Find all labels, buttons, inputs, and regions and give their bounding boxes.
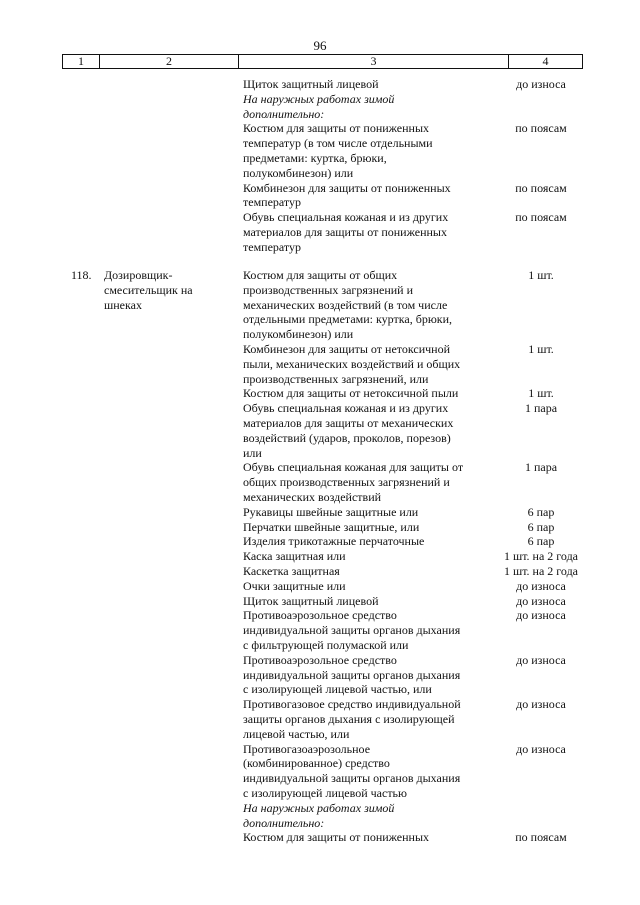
row-118-item-norm: 1 шт. на 2 года (503, 549, 579, 564)
row-118-item-text: механических воздействий (243, 490, 382, 504)
column-header-table (62, 54, 583, 69)
continued-item-norm: до износа (516, 77, 566, 91)
row-118-item-norm: 6 пар (527, 504, 555, 519)
row-118-item-text: производственных загрязнений и (243, 282, 414, 297)
row-118-item-text: Обувь специальная кожаная для защиты от (243, 460, 464, 475)
row-118-item-norm: 6 пар (527, 519, 555, 534)
row-118-item-norm: 1 шт. (528, 268, 554, 282)
row-118-item-norm: до износа (516, 652, 566, 667)
row-118-item-text: материалов для защиты от механических (243, 416, 454, 430)
row-118-item-norm: 6 пар (527, 534, 555, 549)
row-118-item-norm: до износа (516, 578, 566, 593)
row-118-item-text: с изолирующей лицевой частью (243, 786, 407, 800)
row-118-item-norm: до износа (516, 741, 566, 756)
continued-item-text: На наружных работах зимой (243, 91, 395, 106)
continued-item-text: температур (в том числе отдельными (243, 136, 433, 151)
row-118-item-text: Противоаэрозольное средство (243, 652, 397, 667)
column-header-4: 4 (509, 55, 583, 69)
continued-item-text: дополнительно: (243, 106, 325, 121)
row-118-item-text: Каска защитная или (243, 549, 346, 564)
column-header-2: 2 (100, 55, 239, 69)
row-118-item-text: Противоаэрозольное средство (243, 608, 397, 623)
row-118-item-norm: 1 шт. (528, 342, 554, 356)
continued-item-text: Обувь специальная кожаная и из других (243, 210, 449, 225)
page-number: 96 (313, 38, 327, 53)
row-118-item-norm: по поясам (515, 830, 567, 845)
row-118-item-text: Костюм для защиты от пониженных (243, 830, 430, 845)
continued-item-text: предметами: куртка, брюки, (243, 151, 387, 165)
row-118-item-text: Костюм для защиты от нетоксичной пыли (243, 386, 459, 401)
row-118-item-text: с изолирующей лицевой частью, или (243, 682, 432, 697)
row-118-item-text: Перчатки швейные защитные, или (243, 519, 420, 534)
row-118-item-norm: 1 шт. на 2 года (503, 564, 579, 578)
row-118-item-text: защиты органов дыхания с изолирующей (243, 712, 455, 726)
row-number: 118. (71, 268, 92, 282)
row-118-item-text: полукомбинезон) или (243, 327, 354, 342)
row-118-item-text: Щиток защитный лицевой (243, 593, 379, 608)
row-118-item-norm: до износа (516, 697, 566, 712)
row-118-item-text: механических воздействий (в том числе (243, 297, 448, 312)
continued-item-text: полукомбинезон) или (243, 165, 354, 180)
row-118-item-norm: 1 пара (524, 460, 558, 475)
row-118-item-text: Противогазовое средство индивидуальной (243, 697, 461, 712)
row-118-item-norm: до износа (516, 608, 566, 623)
row-118-item-norm: до износа (516, 593, 566, 608)
column-header-1: 1 (63, 55, 100, 69)
continued-item-text: Комбинезон для защиты от пониженных (243, 180, 451, 195)
row-118-item-text: На наружных работах зимой (243, 800, 395, 815)
row-118-item-norm: 1 пара (524, 401, 558, 416)
profession-name: Дозировщик- (104, 268, 173, 282)
row-118-item-text: Рукавицы швейные защитные или (243, 504, 419, 519)
row-118-item-text: пыли, механических воздействий и общих (243, 356, 461, 371)
row-118-item-text: отдельными предметами: куртка, брюки, (243, 312, 453, 327)
continued-item-norm: по поясам (515, 180, 567, 195)
continued-item-text: Костюм для защиты от пониженных (243, 121, 430, 136)
profession-name: шнеках (104, 297, 142, 312)
profession-name: смесительщик на (104, 282, 193, 297)
row-118-item-text: Очки защитные или (243, 578, 346, 593)
row-118-item-text: Противогазоаэрозольное (243, 741, 371, 756)
row-118-item-text: (комбинированное) средство (243, 756, 390, 771)
continued-item-text: Щиток защитный лицевой (243, 77, 379, 91)
row-118-item-text: с фильтрующей полумаской или (243, 638, 409, 652)
row-118-item-text: Комбинезон для защиты от нетоксичной (243, 342, 451, 356)
row-118-item-text: лицевой частью, или (243, 726, 350, 741)
row-118-item-text: индивидуальной защиты органов дыхания (243, 667, 461, 682)
continued-item-text: температур (243, 195, 302, 210)
row-118-item-text: индивидуальной защиты органов дыхания (243, 771, 461, 786)
row-118-item-text: Обувь специальная кожаная и из других (243, 401, 449, 416)
row-118-item-text: Изделия трикотажные перчаточные (243, 534, 425, 549)
row-118-item-text: производственных загрязнений, или (243, 371, 429, 386)
continued-item-norm: по поясам (515, 210, 567, 225)
continued-item-text: материалов для защиты от пониженных (243, 225, 447, 239)
continued-item-text: температур (243, 239, 302, 254)
row-118-item-text: Каскетка защитная (243, 564, 340, 578)
row-118-item-text: общих производственных загрязнений и (243, 475, 450, 490)
row-118-item-text: Костюм для защиты от общих (243, 268, 398, 282)
row-118-item-text: или (243, 445, 262, 460)
column-header-3: 3 (239, 55, 509, 69)
row-118-item-text: индивидуальной защиты органов дыхания (243, 623, 461, 638)
continued-item-norm: по поясам (515, 121, 567, 136)
row-118-item-text: дополнительно: (243, 815, 325, 830)
row-118-item-text: воздействий (ударов, проколов, порезов) (243, 430, 451, 445)
row-118-item-norm: 1 шт. (528, 386, 554, 401)
